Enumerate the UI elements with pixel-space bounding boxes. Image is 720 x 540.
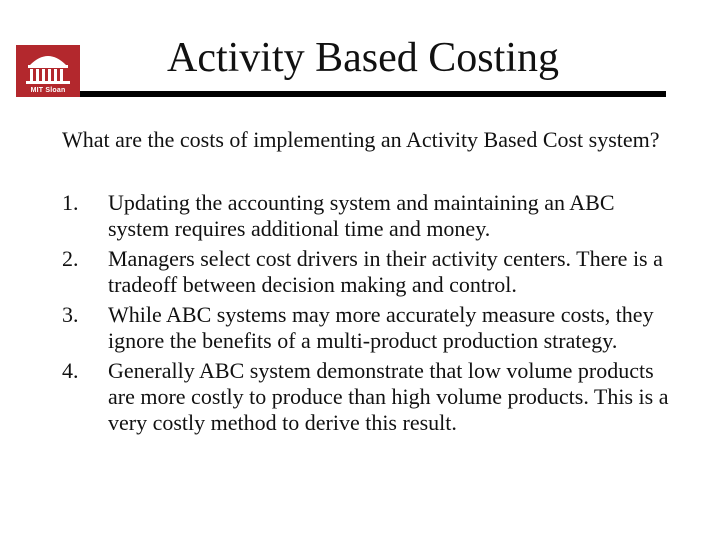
list-item bbox=[62, 302, 702, 354]
slide-title: Activity Based Costing bbox=[167, 35, 559, 81]
list-item-number: 1. bbox=[62, 190, 79, 215]
list-item-number: 2. bbox=[62, 246, 79, 271]
list-item bbox=[62, 190, 702, 242]
list-item-line: tradeoff between decision making and control. bbox=[108, 272, 517, 297]
title-rule bbox=[80, 91, 666, 97]
list-item-line: system requires additional time and money. bbox=[108, 216, 491, 241]
cost-list bbox=[62, 190, 702, 440]
list-item-line: Generally ABC system demonstrate that low volume products bbox=[108, 358, 654, 383]
list-item-number: 3. bbox=[62, 302, 79, 327]
list-item-line: Managers select cost drivers in their activity centers. There is a bbox=[108, 246, 663, 271]
list-item-line: very costly method to derive this result. bbox=[108, 410, 457, 435]
list-item-line: are more costly to produce than high volume products. This is a bbox=[108, 384, 669, 409]
list-item-line: While ABC systems may more accurately measure costs, they bbox=[108, 302, 654, 327]
mit-sloan-logo bbox=[16, 45, 80, 97]
logo-text: MIT Sloan bbox=[30, 87, 66, 94]
list-item bbox=[62, 358, 702, 436]
list-item-line: ignore the benefits of a multi-product production strategy. bbox=[108, 328, 618, 353]
list-item-number: 4. bbox=[62, 358, 79, 383]
slide-question: What are the costs of implementing an Activity Based Cost system? bbox=[62, 127, 660, 152]
list-item bbox=[62, 246, 702, 298]
list-item-line: Updating the accounting system and maintaining an ABC bbox=[108, 190, 615, 215]
